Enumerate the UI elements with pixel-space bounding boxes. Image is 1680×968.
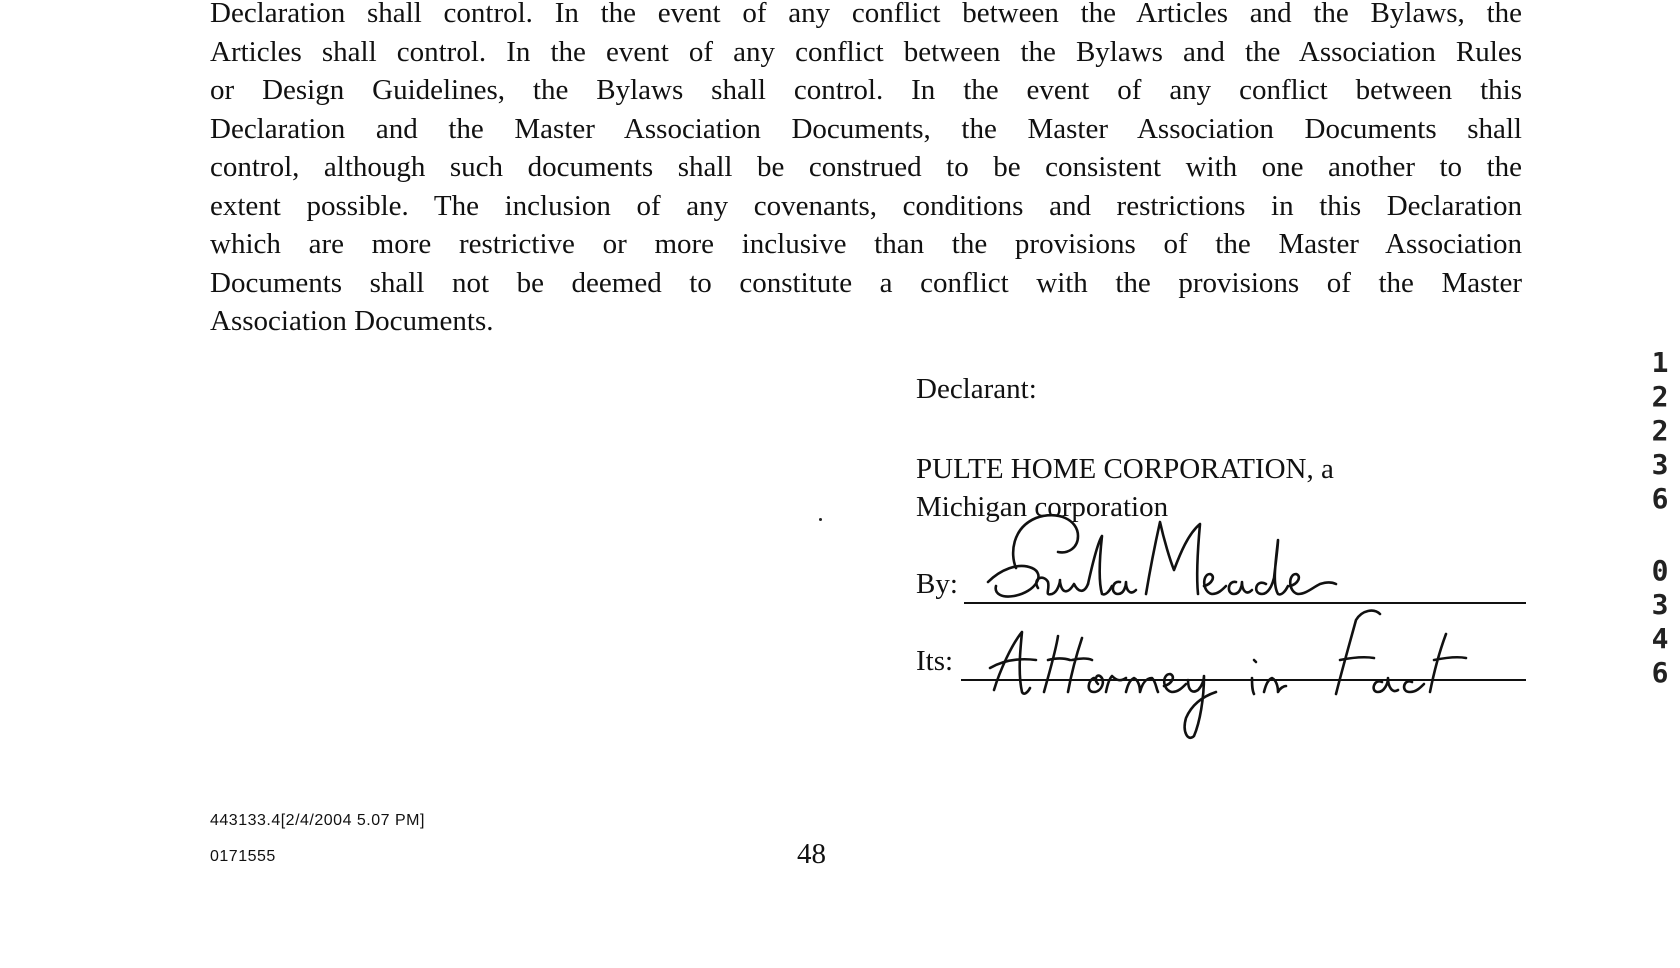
body-line: Declaration and the Master Association Documents, the Master Association Documents shall [210, 112, 1522, 145]
stamp-digit: 3 [1651, 588, 1669, 621]
corporation-state: Michigan corporation [916, 491, 1169, 523]
recording-stamp-top [1644, 346, 1676, 516]
page-number: 48 [797, 838, 826, 870]
body-line: Documents shall not be deemed to constitute a conflict with the provisions of the Master [210, 266, 1522, 299]
document-reference: 443133.4[2/4/2004 5.07 PM] [210, 812, 425, 829]
stamp-digit: 2 [1651, 414, 1669, 447]
recording-stamp-bottom [1644, 554, 1676, 690]
handwritten-signature [960, 510, 1520, 740]
body-line: which are more restrictive or more inclusive than the provisions of the Master Association [210, 228, 1522, 260]
body-line: Declaration shall control. In the event of any conflict between the Articles and the Bylaws, the [210, 0, 1522, 29]
declarant-label: Declarant: [916, 373, 1037, 405]
body-line: Association Documents. [210, 305, 494, 337]
stamp-digit: 4 [1651, 622, 1669, 655]
stamp-digit: 6 [1651, 656, 1669, 689]
stamp-digit: 1 [1651, 346, 1669, 379]
body-line: control, although such documents shall be construed to be consistent with one another to the [210, 151, 1522, 183]
body-line: Articles shall control. In the event of any conflict between the Bylaws and the Association Rules [210, 35, 1522, 68]
stamp-digit: 2 [1651, 380, 1669, 413]
document-number: 0171555 [210, 848, 276, 865]
scan-speck [819, 518, 822, 521]
body-paragraph [210, 0, 1522, 341]
stamp-digit: 3 [1651, 448, 1669, 481]
by-label: By: [916, 568, 958, 600]
body-line: or Design Guidelines, the Bylaws shall control. In the event of any conflict between this [210, 74, 1522, 106]
stamp-digit: 0 [1651, 554, 1669, 587]
its-label: Its: [916, 645, 954, 677]
body-line: extent possible. The inclusion of any covenants, conditions and restrictions in this Declaration [210, 189, 1522, 222]
corporation-name: PULTE HOME CORPORATION, a [916, 453, 1334, 485]
stamp-digit: 6 [1651, 482, 1669, 515]
